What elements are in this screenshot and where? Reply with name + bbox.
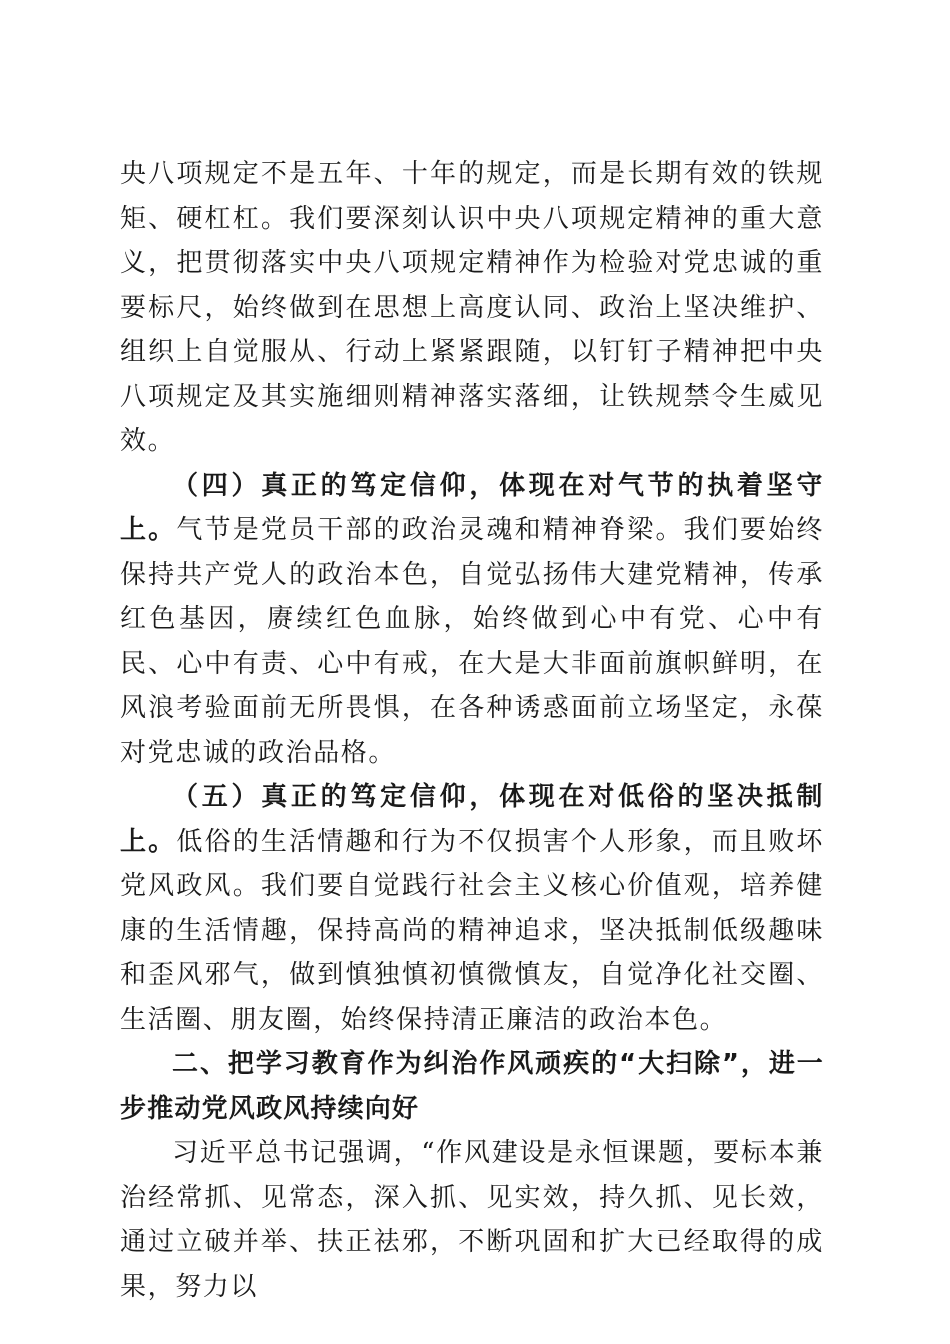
paragraph-text: 央八项规定不是五年、十年的规定，而是长期有效的铁规矩、硬杠杠。我们要深刻认识中央八项规定精神的重大意义，把贯彻落实中央八项规定精神作为检验对党忠诚的重要标尺，始终做到在思想上高度认同、政治上坚决维护、组织上自觉服从、行动上紧紧跟随，以钉钉子精神把中央八项规定及其实施细则精神落实落细，让铁规禁令生威见效。	[120, 159, 824, 456]
paragraph-point-four	[120, 464, 824, 776]
paragraph-lead: （五）真正的笃定信仰，体现在对低俗的坚决抵制上。	[120, 782, 824, 857]
paragraph-text: 习近平总书记强调，“作风建设是永恒课题，要标本兼治经常抓、见常态，深入抓、见实效，持久抓、见长效，通过立破并举、扶正祛邪，不断巩固和扩大已经取得的成果，努力以	[120, 1138, 824, 1302]
paragraph-text: 低俗的生活情趣和行为不仅损害个人形象，而且败坏党风政风。我们要自觉践行社会主义核心价值观，培养健康的生活情趣，保持高尚的精神追求，坚决抵制低级趣味和歪风邪气，做到慎独慎初慎微慎友，自觉净化社交圈、生活圈、朋友圈，始终保持清正廉洁的政治本色。	[120, 826, 824, 1035]
document-body	[120, 152, 824, 1309]
paragraph-lead: （四）真正的笃定信仰，体现在对气节的执着坚守上。	[120, 470, 824, 545]
paragraph-point-five	[120, 775, 824, 1042]
paragraph-continuation	[120, 152, 824, 464]
paragraph-closing	[120, 1131, 824, 1309]
section-heading: 二、把学习教育作为纠治作风顽疾的“大扫除”，进一步推动党风政风持续向好	[120, 1049, 824, 1124]
paragraph-text: 气节是党员干部的政治灵魂和精神脊梁。我们要始终保持共产党人的政治本色，自觉弘扬伟大建党精神，传承红色基因，赓续红色血脉，始终做到心中有党、心中有民、心中有责、心中有戒，在大是大非面前旗帜鲜明，在风浪考验面前无所畏惧，在各种诱惑面前立场坚定，永葆对党忠诚的政治品格。	[120, 515, 824, 768]
